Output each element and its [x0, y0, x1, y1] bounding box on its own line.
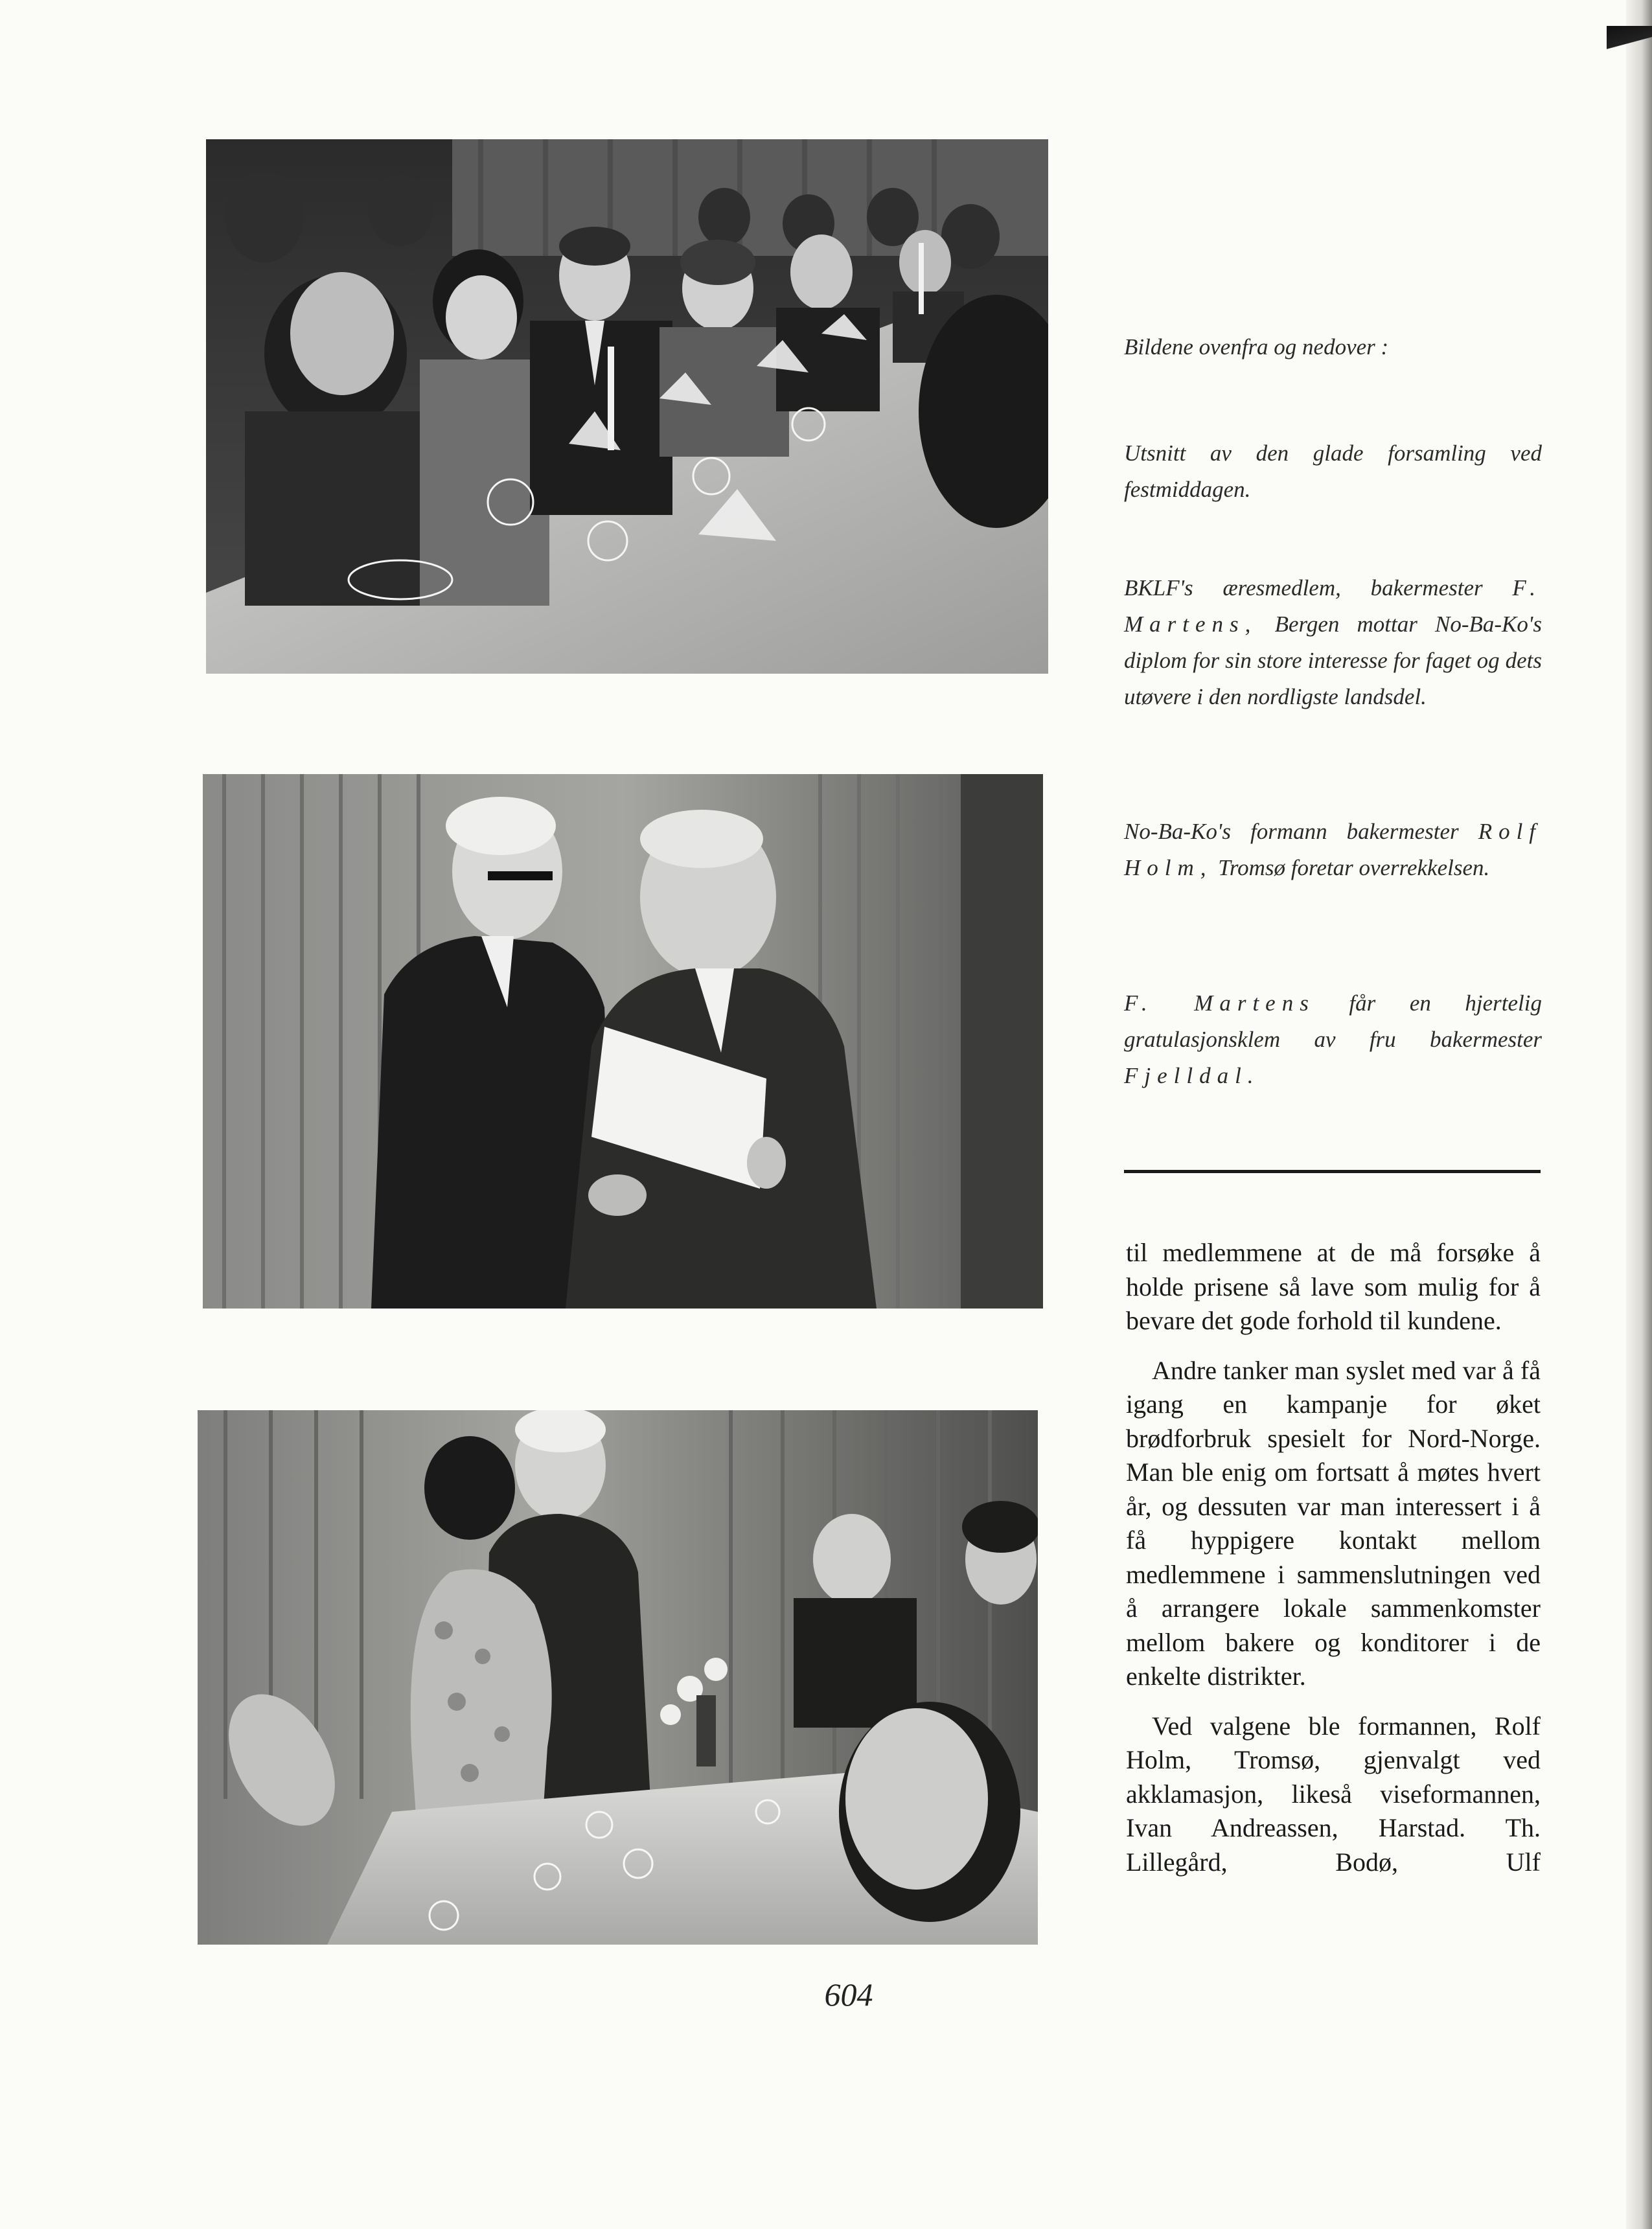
caption-1 — [1124, 435, 1542, 508]
page-edge — [1626, 0, 1652, 2229]
caption-heading-text: Bildene ovenfra og nedover : — [1124, 334, 1389, 360]
caption-3-rest: Tromsø foretar overrekkelsen. — [1218, 855, 1490, 880]
caption-heading — [1124, 329, 1542, 365]
caption-2-name: F. Martens, — [1124, 575, 1543, 637]
caption-4-mid: får en hjertelig gratulasjonsklem av fru bakermester — [1124, 990, 1542, 1052]
page-corner-mark — [1607, 26, 1652, 65]
photo-embrace — [198, 1410, 1038, 1945]
section-divider — [1124, 1170, 1541, 1173]
body-paragraph-2: Andre tanker man syslet med var å få igang en kampanje for øket brødforbruk spesielt for Nord-Norge. Man ble enig om fortsatt å møtes hvert år, og dessuten var man interessert i å få hyppigere kontakt mellom medlemmene i sammenslutningen ved å arrangere lokale sammenkomster mellom bakere og konditorer i de enkelte distrikter. — [1126, 1355, 1541, 1691]
caption-4-text — [1124, 985, 1542, 1094]
article-body — [1126, 1236, 1541, 1895]
caption-2-rest: Bergen mottar No-Ba-Ko's diplom for sin store interesse for faget og dets utøvere i den nordligste landsdel. — [1124, 612, 1543, 709]
caption-3-name: Rolf Holm, — [1124, 819, 1543, 880]
embrace-photo-graphic — [198, 1410, 1038, 1945]
photo-handshake — [203, 774, 1043, 1309]
banquet-photo-graphic — [206, 139, 1048, 674]
caption-2 — [1124, 570, 1542, 715]
body-paragraph-1: til medlemmene at de må forsøke å holde prisene så lave som mulig for å bevare det gode forhold til kundene. — [1126, 1238, 1541, 1335]
caption-1-text: Utsnitt av den glade forsamling ved festmiddagen. — [1124, 440, 1542, 502]
caption-3-text — [1124, 814, 1542, 886]
page-number: 604 — [824, 1976, 873, 2013]
handshake-photo-graphic — [203, 774, 1043, 1309]
caption-4-name: F. Martens — [1124, 990, 1315, 1016]
caption-4 — [1124, 985, 1542, 1094]
caption-3 — [1124, 814, 1542, 886]
caption-3-prefix: No-Ba-Ko's formann bakermester — [1124, 819, 1459, 844]
photo-banquet — [206, 139, 1048, 674]
caption-2-prefix: BKLF's æresmedlem, bakermester — [1124, 575, 1483, 600]
caption-4-name2: Fjelldal. — [1124, 1063, 1260, 1088]
body-paragraph-3: Ved valgene ble formannen, Rolf Holm, Tromsø, gjenvalgt ved akklamasjon, likeså viseformannen, Ivan Andreassen, Harstad. Th. Lillegård, Bodø, Ulf — [1126, 1711, 1541, 1877]
caption-2-text — [1124, 570, 1542, 715]
